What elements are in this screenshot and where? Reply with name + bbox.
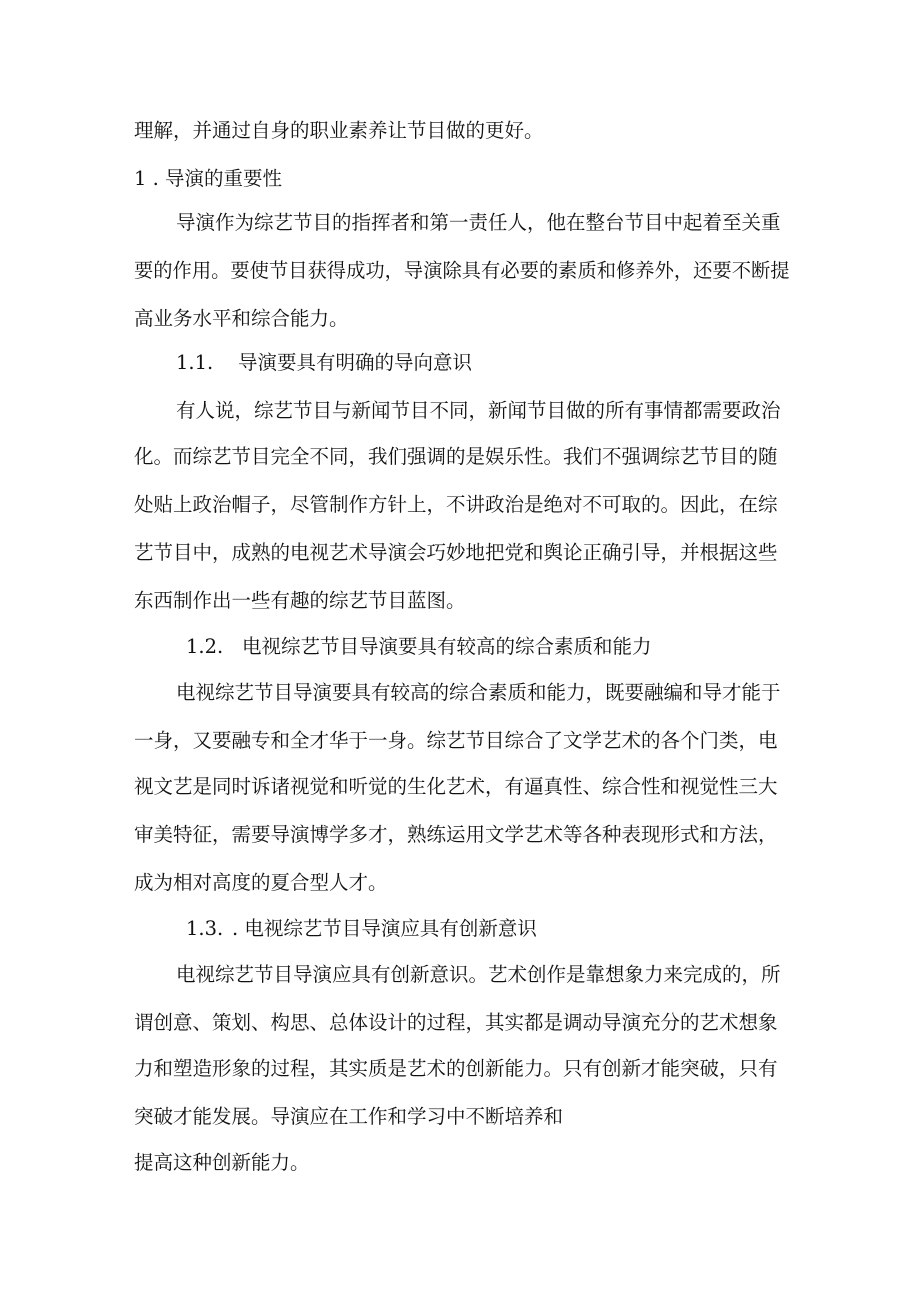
subsection-title: . 电视综艺节目导演应具有创新意识	[232, 917, 537, 940]
subsection-heading	[176, 350, 472, 376]
paragraph-line: 导演作为综艺节目的指挥者和第一责任人，他在整台节目中起着至关重	[176, 211, 781, 234]
subsection-title: 导演要具有明确的导向意识	[238, 351, 473, 374]
paragraph-line: 电视综艺节目导演应具有创新意识。艺术创作是靠想象力来完成的，所	[176, 963, 781, 986]
paragraph-line: 理解，并通过自身的职业素养让节目做的更好。	[134, 119, 544, 142]
paragraph-line: 力和塑造形象的过程，其实质是艺术的创新能力。只有创新才能突破，只有	[134, 1057, 778, 1080]
paragraph-line: 电视综艺节目导演要具有较高的综合素质和能力，既要融编和导才能于	[176, 681, 781, 704]
subsection-number: 1.2.	[186, 635, 224, 658]
paragraph-line: 化。而综艺节目完全不同，我们强调的是娱乐性。我们不强调综艺节目的随	[134, 445, 778, 468]
section-heading: 1 . 导演的重要性	[134, 167, 283, 190]
subsection-heading	[186, 916, 537, 942]
paragraph-line: 处贴上政治帽子，尽管制作方针上，不讲政治是绝对不可取的。因此，在综	[134, 493, 778, 516]
paragraph-line: 一身，又要融专和全才华于一身。综艺节目综合了文学艺术的各个门类，电	[134, 729, 778, 752]
subsection-number: 1.1.	[176, 351, 214, 374]
paragraph-line: 视文艺是同时诉诸视觉和听觉的生化艺术，有逼真性、综合性和视觉性三大	[134, 775, 778, 798]
paragraph-line: 突破才能发展。导演应在工作和学习中不断培养和	[134, 1105, 564, 1128]
paragraph-line: 提高这种创新能力。	[134, 1151, 310, 1174]
paragraph-line: 艺节目中，成熟的电视艺术导演会巧妙地把党和舆论正确引导，并根据这些	[134, 541, 778, 564]
paragraph-line: 审美特征，需要导演博学多才，熟练运用文学艺术等各种表现形式和方法，	[134, 823, 778, 846]
subsection-heading	[186, 634, 652, 660]
paragraph-line: 有人说，综艺节目与新闻节目不同，新闻节目做的所有事情都需要政治	[176, 399, 781, 422]
paragraph-line: 高业务水平和综合能力。	[134, 307, 349, 330]
paragraph-line: 谓创意、策划、构思、总体设计的过程，其实都是调动导演充分的艺术想象	[134, 1011, 778, 1034]
subsection-title: 电视综艺节目导演要具有较高的综合素质和能力	[242, 635, 652, 658]
paragraph-line: 要的作用。要使节目获得成功，导演除具有必要的素质和修养外，还要不断提	[134, 259, 790, 282]
paragraph-line: 成为相对高度的夏合型人才。	[134, 871, 388, 894]
paragraph-line: 东西制作出一些有趣的综艺节目蓝图。	[134, 589, 466, 612]
subsection-number: 1.3.	[186, 917, 224, 940]
